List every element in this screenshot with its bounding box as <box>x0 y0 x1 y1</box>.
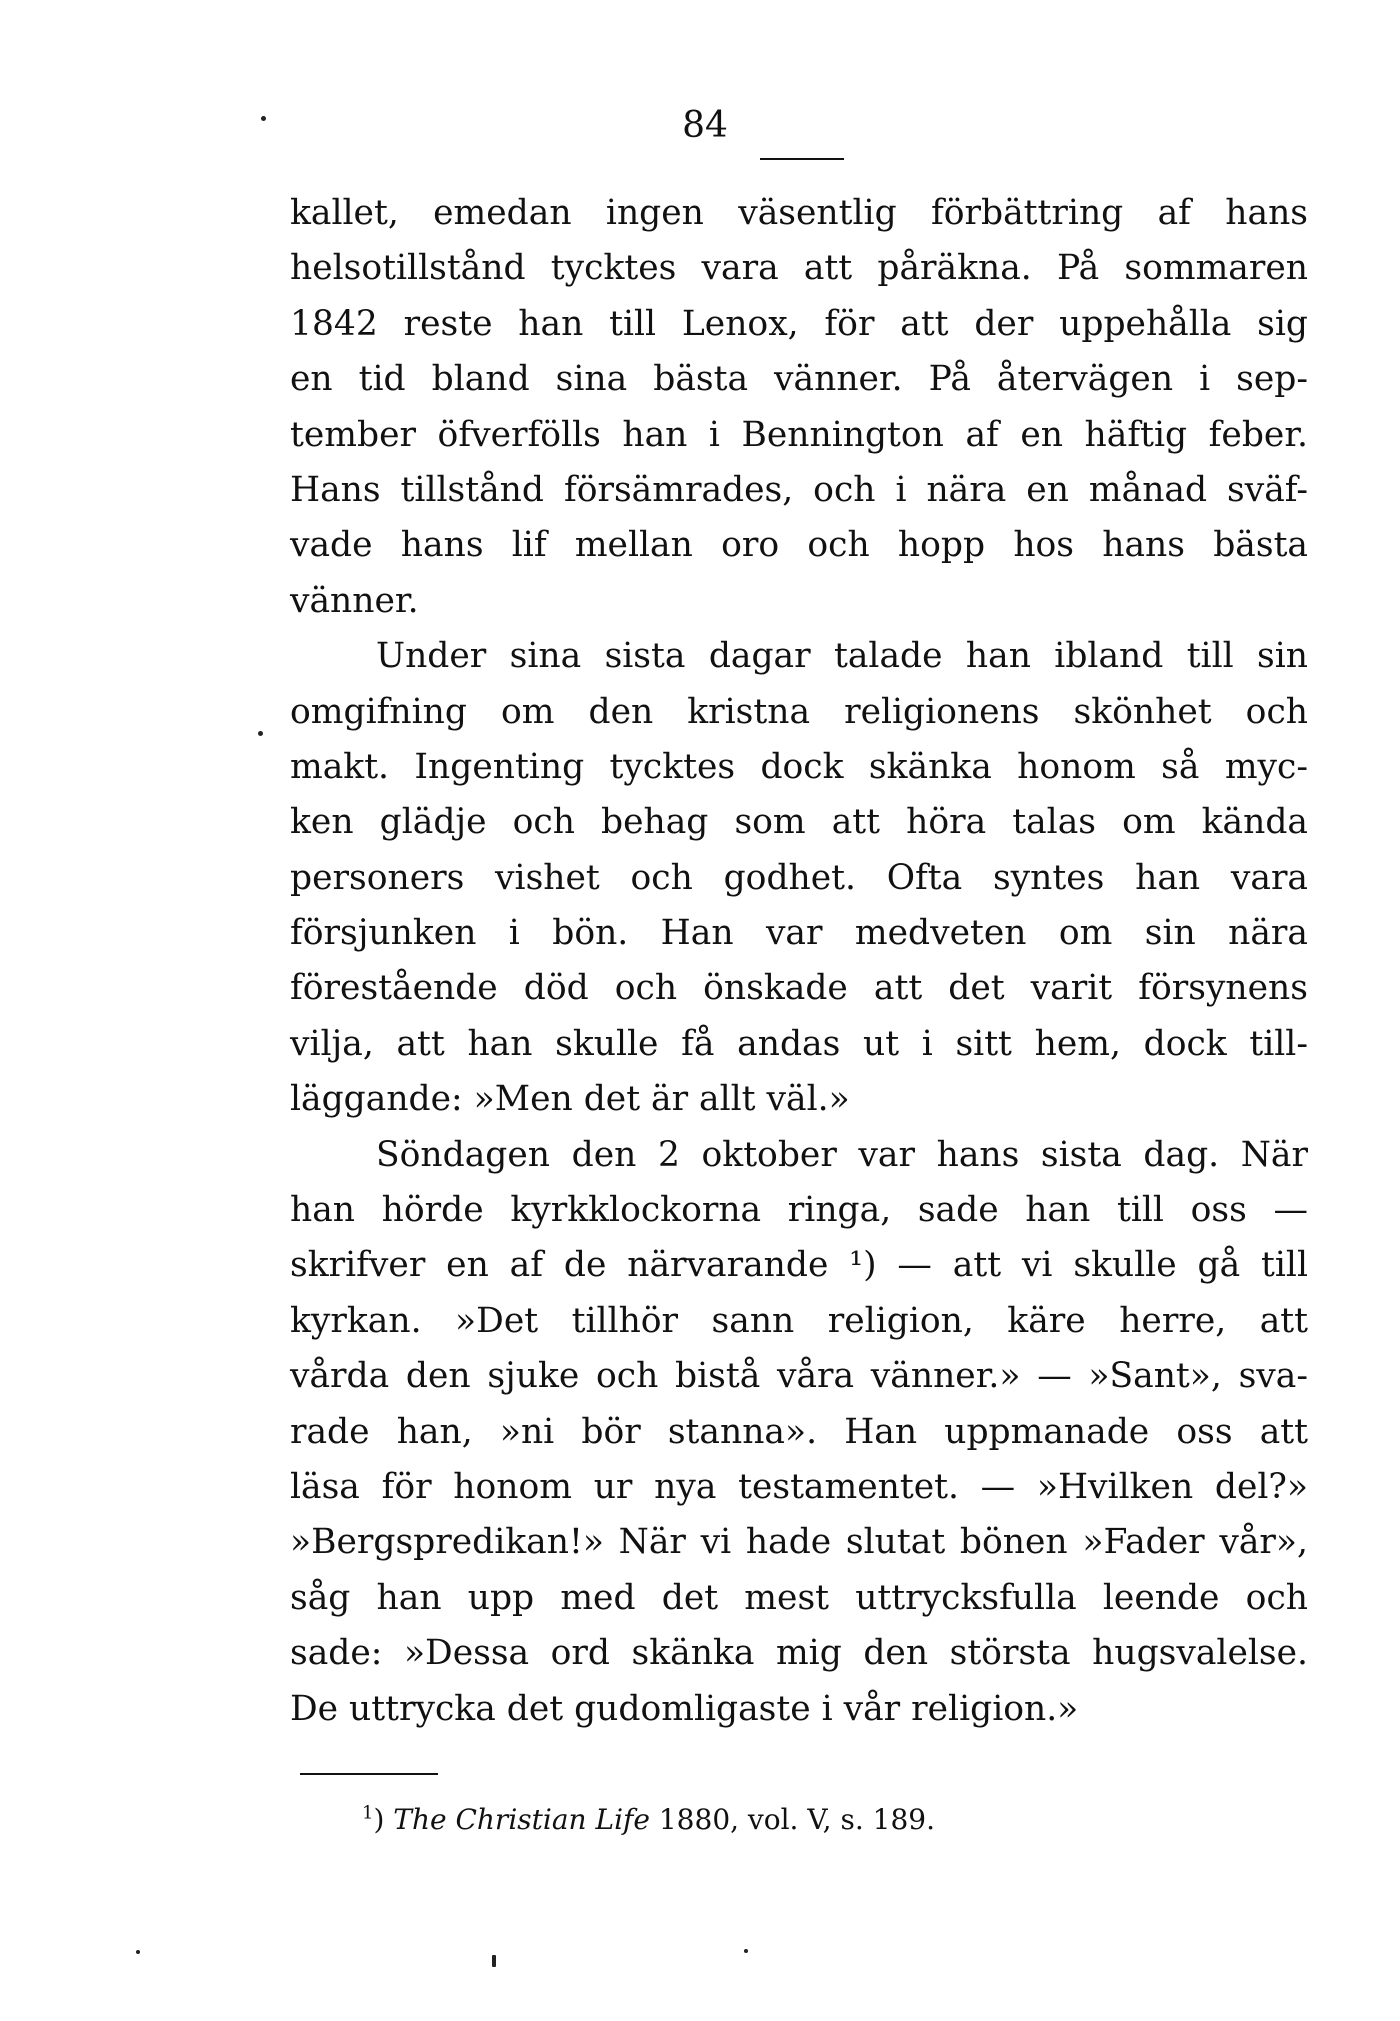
text-line: ken glädje och behag som att höra talas om kända <box>290 802 1308 843</box>
text-line: vade hans lif mellan oro och hopp hos hans bästa <box>290 525 1308 566</box>
page-number-rule <box>760 158 844 160</box>
text-line: Hans tillstånd försämrades, och i nära en månad sväf- <box>290 469 1308 510</box>
body-text <box>290 186 1308 1737</box>
text-line: läggande: »Men det är allt väl.» <box>290 1079 850 1120</box>
text-line: Söndagen den 2 oktober var hans sista dag. När <box>376 1134 1308 1175</box>
text-line: försjunken i bön. Han var medveten om sin nära <box>290 913 1308 954</box>
text-line: 1842 reste han till Lenox, för att der uppehålla sig <box>290 303 1308 344</box>
text-line: helsotillstånd tycktes vara att påräkna. På sommaren <box>290 248 1308 289</box>
print-speck <box>744 1949 748 1953</box>
text-line: kyrkan. »Det tillhör sann religion, käre herre, att <box>290 1300 1308 1341</box>
footnote-paren: ) <box>373 1803 385 1836</box>
text-line: omgifning om den kristna religionens skönhet och <box>290 691 1308 732</box>
text-line: personers vishet och godhet. Ofta syntes han vara <box>290 857 1308 898</box>
text-line: rade han, »ni bör stanna». Han uppmanade oss att <box>290 1411 1308 1452</box>
print-speck <box>258 731 263 736</box>
footnote-rule <box>300 1773 438 1775</box>
text-line: De uttrycka det gudomligaste i vår religion.» <box>290 1688 1079 1729</box>
text-line: »Bergspredikan!» När vi hade slutat bönen »Fader vår», <box>290 1522 1308 1563</box>
footnote-title: The Christian Life <box>393 1803 650 1836</box>
text-line: läsa för honom ur nya testamentet. — »Hvilken del?» <box>290 1466 1308 1507</box>
print-speck <box>492 1955 496 1967</box>
text-line: tember öfverfölls han i Bennington af en häftig feber. <box>290 414 1308 455</box>
text-line: vilja, att han skulle få andas ut i sitt hem, dock till- <box>290 1023 1308 1064</box>
text-line: skrifver en af de närvarande ¹) — att vi skulle gå till <box>290 1245 1308 1286</box>
text-line: förestående död och önskade att det varit försynens <box>290 968 1308 1009</box>
print-speck <box>261 116 266 121</box>
text-line: kallet, emedan ingen väsentlig förbättring af hans <box>290 193 1308 233</box>
footnote <box>362 1800 935 1840</box>
paragraph <box>290 1128 1308 1737</box>
paragraph <box>290 186 1308 629</box>
text-line: Under sina sista dagar talade han ibland till sin <box>376 636 1308 677</box>
text-line: makt. Ingenting tycktes dock skänka honom så myc- <box>290 746 1308 787</box>
footnote-citation: 1880, vol. V, s. 189. <box>649 1803 935 1836</box>
print-speck <box>136 1950 140 1954</box>
page-number: 84 <box>682 105 728 146</box>
paragraph <box>290 629 1308 1128</box>
text-line: vårda den sjuke och bistå våra vänner.» — »Sant», sva- <box>290 1356 1308 1397</box>
text-line: han hörde kyrkklockorna ringa, sade han till oss — <box>290 1190 1308 1231</box>
text-line: såg han upp med det mest uttrycksfulla leende och <box>290 1577 1308 1618</box>
text-line: en tid bland sina bästa vänner. På återvägen i sep- <box>290 359 1308 400</box>
text-line: sade: »Dessa ord skänka mig den största hugsvalelse. <box>290 1633 1308 1674</box>
footnote-marker: 1 <box>362 1802 374 1824</box>
text-line: vänner. <box>290 580 419 621</box>
